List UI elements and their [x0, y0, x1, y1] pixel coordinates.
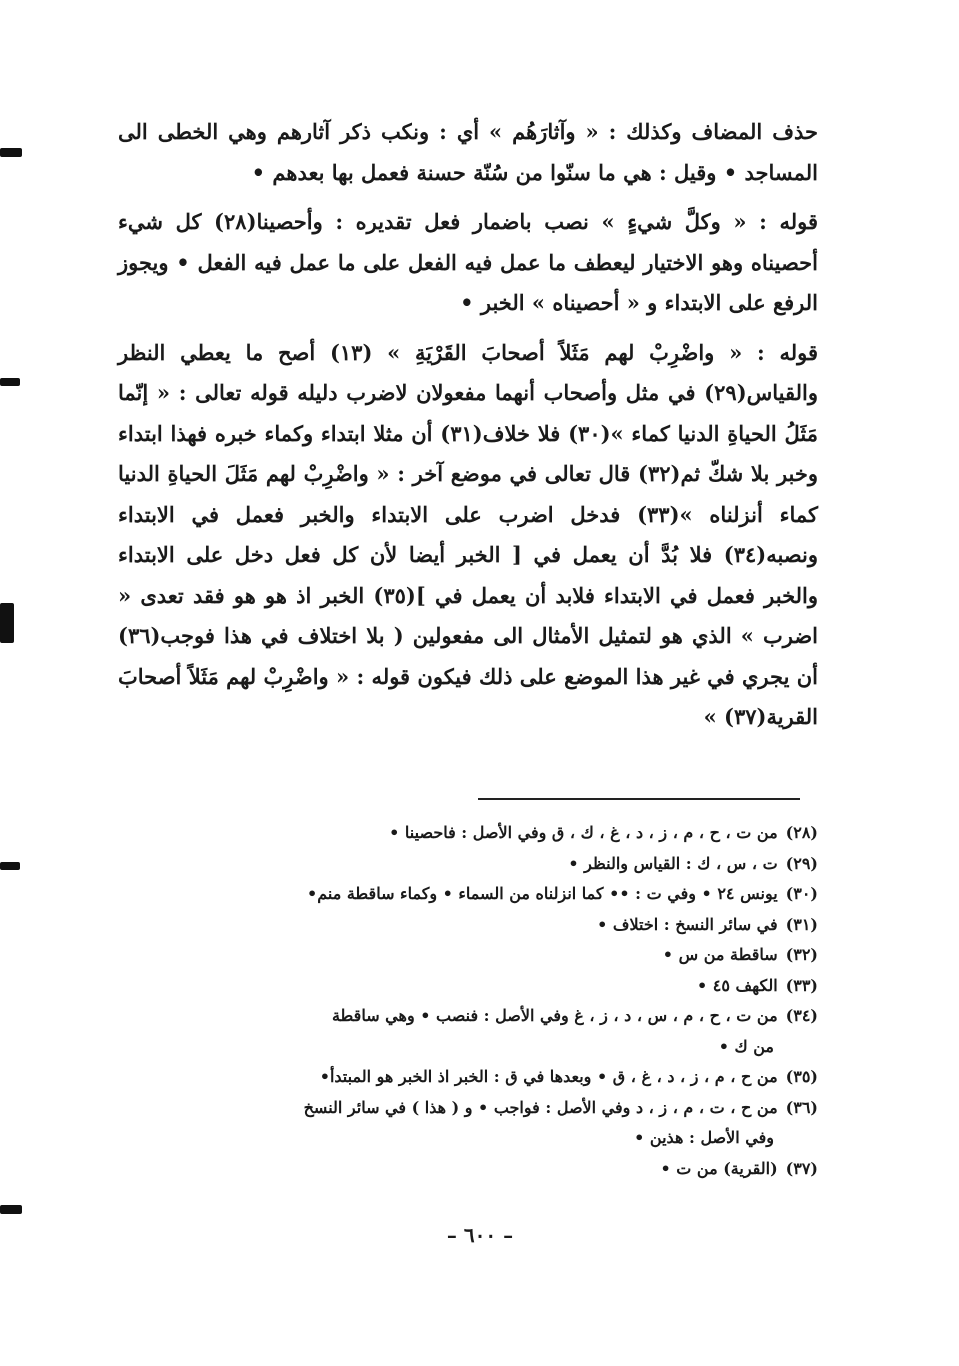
- footnotes: [118, 818, 818, 1184]
- footnote: [118, 879, 818, 910]
- scan-edge-mark: [0, 1205, 22, 1214]
- footnote: [118, 1093, 818, 1124]
- footnote-text: ساقطة من س •: [662, 945, 778, 964]
- footnote-number: (٣٣): [785, 975, 818, 995]
- footnote-text: من ح ، ت ، م ، ز ، د وفي الأصل : فواجب • و ( هذا ) في سائر النسخ: [303, 1097, 778, 1117]
- footnote: [118, 1154, 818, 1185]
- footnote: [118, 910, 818, 941]
- footnote-text: في سائر النسخ : اختلاف •: [597, 914, 778, 934]
- footnote-number: (٣٦): [785, 1097, 818, 1117]
- scan-edge-mark: [0, 378, 20, 386]
- paragraph: قوله : « واضْرِبْ لهم مَثَلاً أصحابَ القَرْيَةِ » (١٣) أصح ما يعطي النظر والقياس(٢٩) في مثل وأصحاب أنهما مفعولان لاضرب دليله قوله تعالى : « إنّما مَثَلُ الحياةِ الدنيا كماء »(٣٠) فلا خلاف(٣١) أن مثلا ابتداء وكماء خبره فهذا ابتداء وخبر بلا شكّ ثم(٣٢) قال تعالى في موضع آخر : « واضْرِبْ لهم مَثَلَ الحياةِ الدنيا كماء أنزلناه »(٣٣) فدخل اضرب على الابتداء والخبر فعمل في الابتداء ونصبه(٣٤) فلا بُدَّ أن يعمل في [ الخبر أيضا لأن كل فعل دخل على الابتداء والخبر فعمل في الابتداء فلابد أن يعمل في ](٣٥) الخبر اذ هو هو فقد تعدى « اضرب » الذي هو لتمثيل الأمثال الى مفعولين ( بلا اختلاف في هذا فوجب(٣٦) أن يجري في غير هذا الموضع على ذلك فيكون قوله : « واضْرِبْ لهم مَثَلاً أصحابَ القرية(٣٧) »: [118, 339, 819, 729]
- footnote-separator: [478, 798, 800, 800]
- footnote-text: من ت ، ح ، م ، ز ، د ، غ ، ك ، ق وفي الأصل : فاحصينا •: [389, 823, 778, 842]
- footnote-number: (٣٢): [785, 945, 818, 964]
- footnote: [118, 818, 818, 849]
- scan-edge-mark: [0, 148, 22, 157]
- footnote-text: من ح ، م ، ز ، د ، غ ، ق • وبعدها في ق : الخبر اذ الخبر هو المبتدأ•: [319, 1067, 778, 1086]
- footnote-number: (٢٨): [785, 823, 818, 842]
- paragraph: حذف المضاف وكذلك : « وآثارَهُم » أي : ونكب ذكر آثارهم وهي الخطى الى المساجد • وقيل : هي ما سنّوا من سُنّة حسنة فعمل بها بعدهم •: [118, 119, 818, 185]
- footnote-number: (٢٩): [785, 853, 818, 873]
- footnote-text: يونس ٢٤ • وفي ت : •• كما انزلناه من السماء • وكماء ساقطة منم•: [307, 884, 778, 903]
- footnote-number: (٣١): [785, 914, 818, 934]
- footnote-number: (٣٥): [785, 1067, 818, 1086]
- footnote-text: ت ، س ، ك : القياس والنظر •: [568, 853, 778, 873]
- footnote-continuation: من ك •: [718, 1036, 774, 1056]
- scan-edge-mark: [0, 603, 14, 643]
- scan-edge-mark: [0, 862, 20, 870]
- footnote-number: (٣٤): [785, 1006, 818, 1025]
- footnote: [118, 1001, 818, 1032]
- footnote-number: (٣٠): [785, 884, 818, 903]
- footnote-text: (القرية) من ت •: [660, 1158, 778, 1178]
- footnote: [118, 1062, 818, 1093]
- main-text: [118, 112, 818, 738]
- footnote-continuation: وفي الأصل : هذين •: [634, 1128, 774, 1147]
- footnote-text: من ت ، ح ، م ، س ، د ، ز ، غ وفي الأصل : فنصب • وهي ساقطة: [331, 1006, 778, 1025]
- footnote-text: الكهف ٤٥ •: [697, 975, 778, 995]
- paragraph: قوله : « وكلَّ شيءٍ » نصب باضمار فعل تقديره : وأحصينا(٢٨) كل شيء أحصيناه وهو الاختيار ليعطف ما عمل فيه الفعل على ما عمل فيه الفعل • ويجوز الرفع على الابتداء و « أحصيناه » الخبر •: [118, 209, 818, 315]
- footnote: [118, 971, 818, 1002]
- footnote: [118, 849, 818, 880]
- page-number: – ٦٠٠ –: [446, 1223, 514, 1247]
- footnote-number: (٣٧): [785, 1158, 818, 1178]
- footnote: [118, 940, 818, 971]
